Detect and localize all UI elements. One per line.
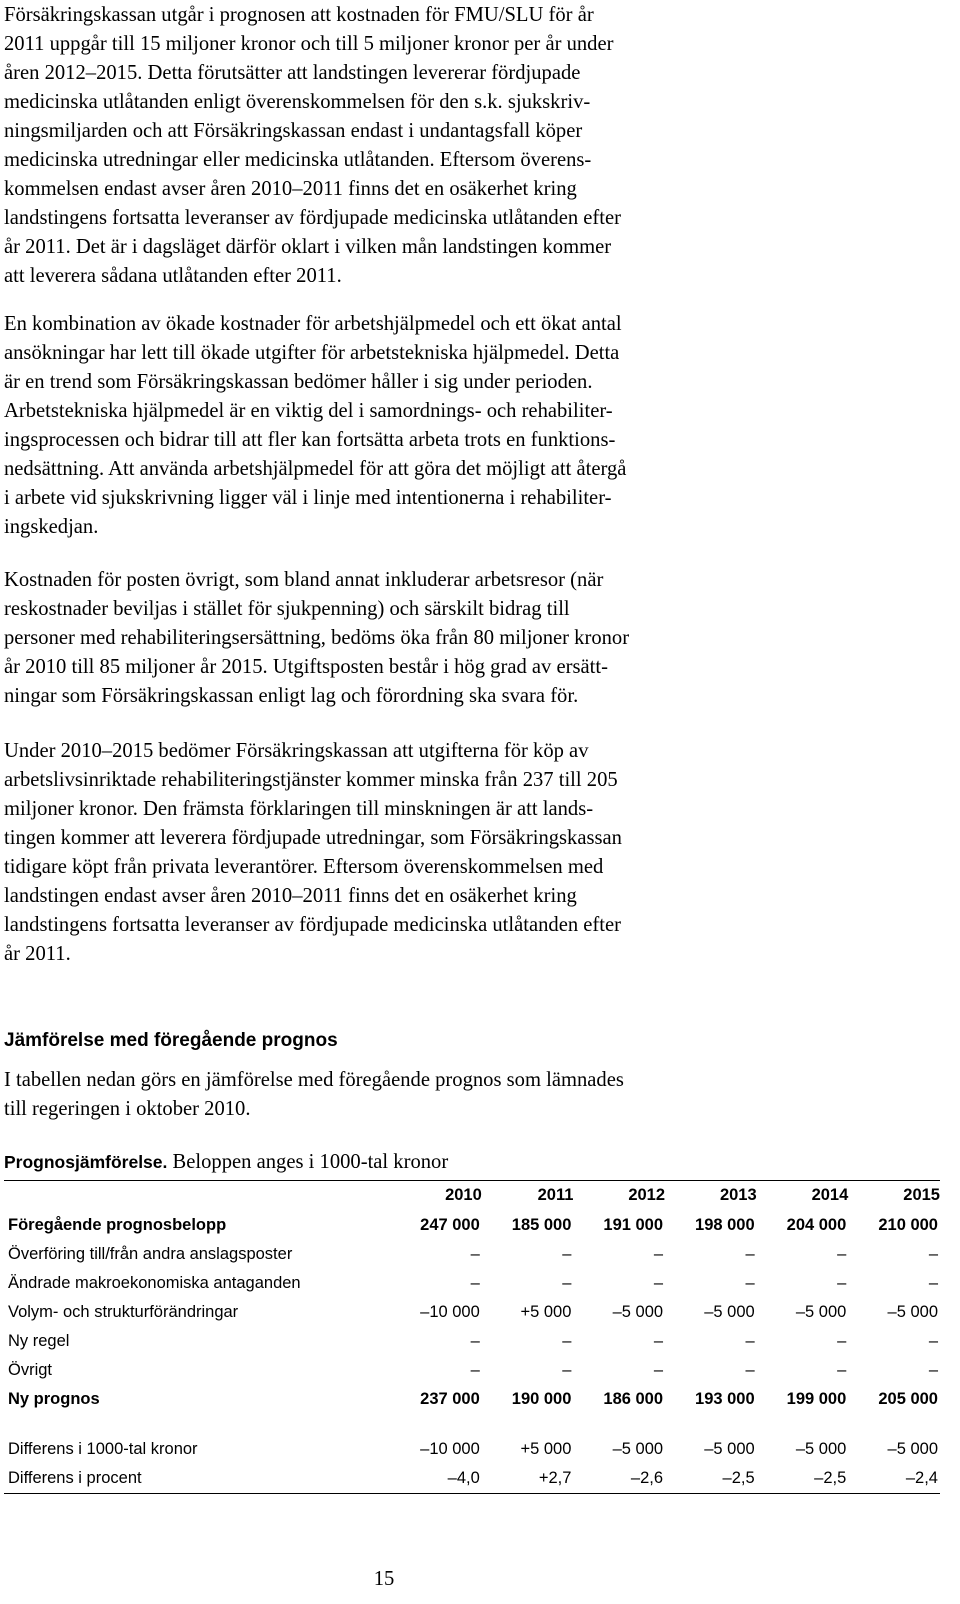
table-caption-title: Prognosjämförelse. [4,1152,168,1172]
table-cell: –5 000 [612,1440,664,1458]
table-row-label: Ny prognos [8,1390,100,1408]
table-cell: – [837,1361,847,1379]
table-cell: 237 000 [420,1390,480,1408]
text-line: tidigare köpt från privata leverantörer. Eftersom överenskommelsen med [4,856,604,878]
text-line: att leverera sådana utlåtanden efter 2011. [4,265,342,287]
table-cell: – [928,1245,938,1263]
paragraph-ovrigt [4,566,629,711]
table-cell: – [745,1274,755,1292]
text-line: medicinska utlåtanden enligt överenskommelsen för den s.k. sjukskriv- [4,91,591,113]
table-cell: 247 000 [420,1215,480,1234]
table-cell: –5 000 [887,1440,938,1458]
text-line: arbetslivsinriktade rehabiliteringstjänster kommer minska från 237 till 205 [4,769,618,791]
table-row [4,1356,940,1385]
table-cell: –5 000 [795,1440,847,1458]
table-row-label: Differens i 1000-tal kronor [8,1440,198,1458]
table-cell: –5 000 [704,1440,755,1458]
table-cell: +5 000 [520,1303,572,1321]
text-line: ingskedjan. [4,516,99,538]
table-header-row [4,1181,940,1210]
table-cell: 204 000 [786,1215,847,1234]
text-line: Försäkringskassan utgår i prognosen att kostnaden för FMU/SLU för år [4,4,594,26]
table-spacer-row [4,1414,940,1435]
text-line: medicinska utredningar eller medicinska utlåtanden. Eftersom överens- [4,149,592,171]
table-header-year: 2013 [719,1186,757,1204]
comparison-table [4,1181,940,1494]
table-header-year: 2011 [537,1186,574,1204]
table-cell: – [470,1245,480,1263]
table-row [4,1298,940,1327]
table-row-label: Överföring till/från andra anslagsposter [8,1245,293,1263]
text-line: miljoner kronor. Den främsta förklaringen till minskningen är att lands- [4,798,594,820]
text-line: 2011 uppgår till 15 miljoner kronor och till 5 miljoner kronor per år under [4,33,614,55]
table-cell: – [928,1361,938,1379]
table-row [4,1269,940,1298]
table-cell: – [562,1274,572,1292]
table-cell: – [928,1274,938,1292]
table-row [4,1327,940,1356]
table-header-year: 2012 [628,1186,666,1204]
table-cell: – [653,1361,664,1379]
table-caption-text: Beloppen anges i 1000-tal kronor [167,1151,449,1173]
paragraph-table-intro [4,1066,624,1124]
text-line: landstingen endast avser åren 2010–2011 finns det en osäkerhet kring [4,885,577,907]
table-cell: – [653,1245,664,1263]
text-line: kommelsen endast avser åren 2010–2011 finns det en osäkerhet kring [4,178,577,200]
table-cell: 205 000 [878,1390,938,1408]
text-line: ningar som Försäkringskassan enligt lag och förordning ska svara för. [4,685,579,707]
table-cell: +2,7 [538,1469,572,1487]
table-row-label: Övrigt [8,1361,53,1379]
table-cell: 190 000 [511,1390,572,1408]
text-line: tingen kommer att leverera fördjupade utredningar, som Försäkringskassan [4,827,622,849]
table-cell: – [745,1332,755,1350]
table-header-year: 2015 [903,1186,940,1204]
table-cell: – [928,1332,938,1350]
text-line: är en trend som Försäkringskassan bedömer håller i sig under perioden. [4,371,593,393]
table-cell: 191 000 [603,1215,664,1234]
text-line: år 2011. Det är i dagsläget därför oklart i vilken mån landstingen kommer [4,236,612,258]
table-row [4,1464,940,1494]
table-row [4,1435,940,1464]
table-header-empty [4,1181,390,1210]
text-line: reskostnader beviljas i stället för sjukpenning) och särskilt bidrag till [4,598,570,620]
text-line: till regeringen i oktober 2010. [4,1098,251,1120]
text-line: landstingens fortsatta leveranser av fördjupade medicinska utlåtanden efter [4,914,621,936]
table-row-label: Ny regel [8,1332,70,1350]
table-cell: 210 000 [878,1215,938,1234]
table-cell: – [562,1245,572,1263]
table-cell: 186 000 [603,1390,664,1408]
table-cell: –5 000 [887,1303,938,1321]
table-row [4,1240,940,1269]
table-spacer [4,1414,940,1435]
text-line: år 2010 till 85 miljoner år 2015. Utgiftsposten består i hög grad av ersätt- [4,656,608,678]
table-cell: – [470,1274,480,1292]
table-row-label: Volym- och strukturförändringar [8,1303,239,1321]
table-row [4,1210,940,1240]
table-row [4,1385,940,1414]
text-line: personer med rehabiliteringsersättning, bedöms öka från 80 miljoner kronor [4,627,630,649]
text-line: nedsättning. Att använda arbetshjälpmedel för att göra det möjligt att återgå [4,458,627,480]
table-cell: – [745,1361,755,1379]
text-line: ingsprocessen och bidrar till att fler kan fortsätta arbeta trots en funktions- [4,429,616,451]
paragraph-rehabiliteringstjanster [4,737,622,969]
table-row-label: Föregående prognosbelopp [8,1215,227,1234]
table-cell: – [562,1361,572,1379]
table-cell: 199 000 [786,1390,847,1408]
section-heading: Jämförelse med föregående prognos [4,1030,338,1051]
table-cell: –2,5 [814,1469,847,1487]
table-cell: – [745,1245,755,1263]
table-cell: –5 000 [612,1303,664,1321]
table-cell: – [653,1274,664,1292]
table-cell: 193 000 [695,1390,755,1408]
table-cell: –5 000 [795,1303,847,1321]
text-line: år 2011. [4,943,71,965]
table-header-year: 2014 [811,1186,849,1204]
table-row-label: Differens i procent [8,1469,142,1487]
table-cell: – [562,1332,572,1350]
paragraph-fmu-slu [4,1,621,291]
text-line: Kostnaden för posten övrigt, som bland annat inkluderar arbetsresor (när [4,569,604,591]
table-cell: –10 000 [420,1303,480,1321]
page-number: 15 [373,1568,395,1590]
table-caption [4,1151,448,1174]
text-line: I tabellen nedan görs en jämförelse med föregående prognos som lämnades [4,1069,624,1091]
text-line: landstingens fortsatta leveranser av fördjupade medicinska utlåtanden efter [4,207,621,229]
text-line: Under 2010–2015 bedömer Försäkringskassan att utgifterna för köp av [4,740,589,762]
text-line: ansökningar har lett till ökade utgifter för arbetstekniska hjälpmedel. Detta [4,342,620,364]
text-line: Arbetstekniska hjälpmedel är en viktig del i samordnings- och rehabiliter- [4,400,613,422]
table-row-label: Ändrade makroekonomiska antaganden [8,1274,301,1292]
text-line: åren 2012–2015. Detta förutsätter att landstingen levererar fördjupade [4,62,581,84]
table-cell: –2,5 [722,1469,755,1487]
table-cell: – [470,1332,480,1350]
table-cell: –5 000 [704,1303,755,1321]
comparison-table-wrapper [4,1180,940,1494]
table-cell: – [837,1274,847,1292]
table-cell: 185 000 [511,1215,572,1234]
table-cell: –10 000 [420,1440,480,1458]
paragraph-arbetshjalpmedel [4,310,626,542]
table-cell: – [653,1332,664,1350]
text-line: ningsmiljarden och att Försäkringskassan endast i undantagsfall köper [4,120,583,142]
table-cell: 198 000 [695,1215,755,1234]
table-header-year: 2010 [445,1186,482,1204]
table-cell: –2,4 [905,1469,938,1487]
table-cell: – [837,1245,847,1263]
table-cell: –4,0 [447,1469,480,1487]
table-cell: +5 000 [520,1440,572,1458]
text-line: En kombination av ökade kostnader för arbetshjälpmedel och ett ökat antal [4,313,622,335]
table-cell: – [470,1361,480,1379]
table-cell: –2,6 [630,1469,664,1487]
text-line: i arbete vid sjukskrivning ligger väl i linje med intentionerna i rehabiliter- [4,487,612,509]
table-cell: – [837,1332,847,1350]
